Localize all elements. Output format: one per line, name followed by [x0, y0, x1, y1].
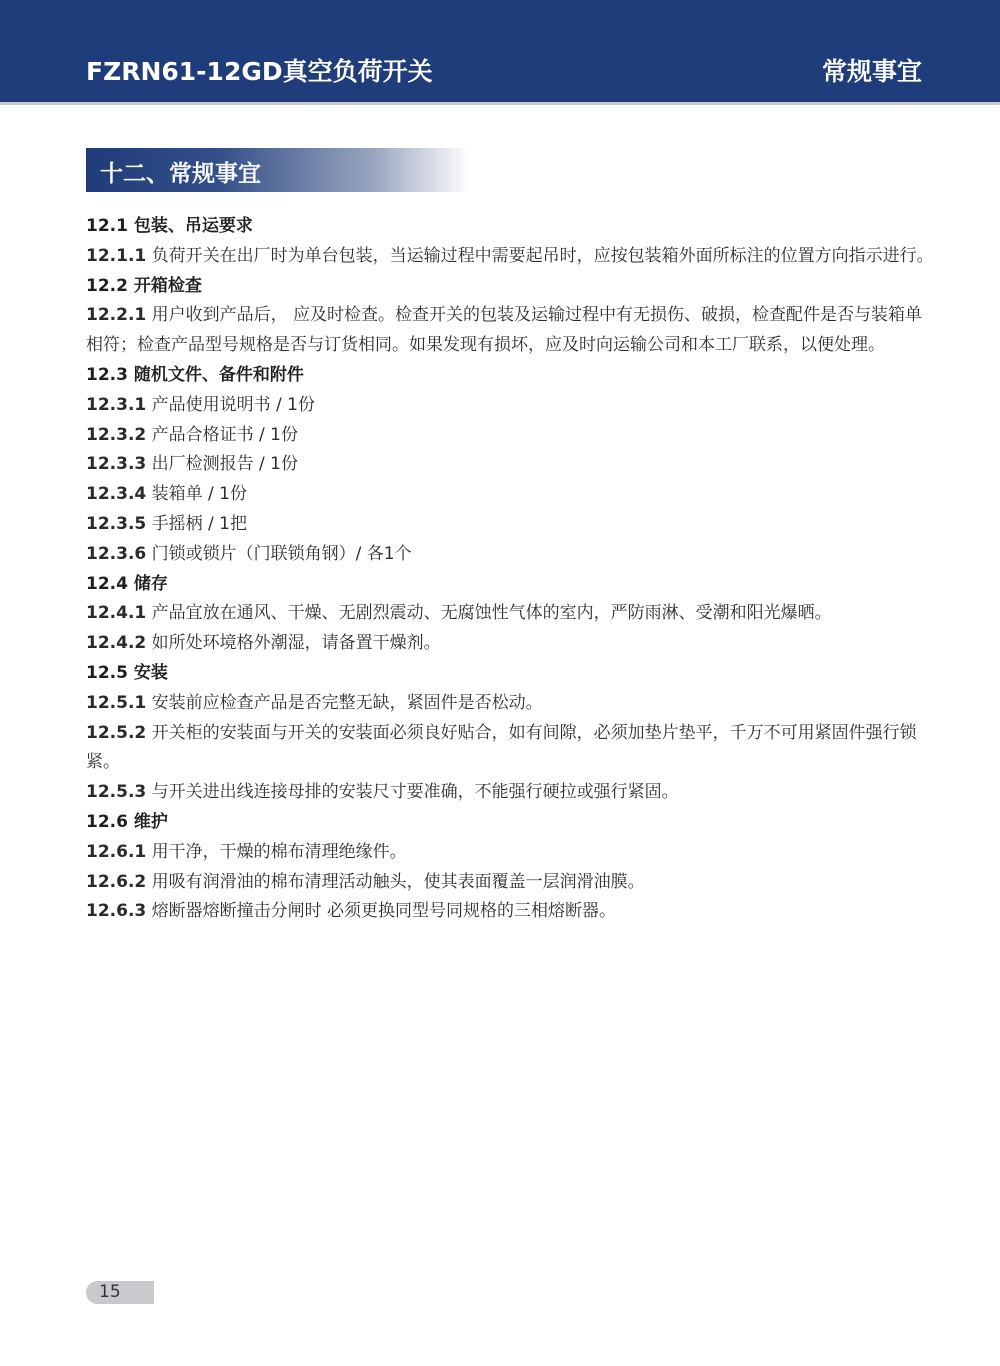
item-text: 用户收到产品后， 应及时检查。检查开关的包装及运输过程中有无损伤、破损，检查配件是否与装箱单相符；检查产品型号规格是否与订货相同。如果发现有损坏，应及时向运输公司和本工厂联系，以便处理。	[86, 305, 923, 356]
item-text: 安装前应检查产品是否完整无缺，紧固件是否松动。	[146, 692, 543, 713]
item-number: 12.6.1	[86, 841, 147, 862]
item-text: 熔断器熔断撞击分闸时 必须更换同型号同规格的三相熔断器。	[146, 901, 617, 922]
item-number: 12.6.3	[86, 901, 147, 922]
paragraph-12-5-1	[86, 689, 936, 719]
item-number: 12.5.2	[86, 722, 147, 743]
item-number: 12.3.6	[86, 543, 147, 564]
list-item-12-3-5	[86, 510, 936, 540]
item-text: 开关柜的安装面与开关的安装面必须良好贴合，如有间隙，必须加垫片垫平，千万不可用紧固件强行锁紧。	[86, 722, 917, 773]
item-text: 如所处环境格外潮湿，请备置干燥剂。	[146, 633, 441, 654]
item-number: 12.3.4	[86, 484, 147, 505]
heading-12-6: 12.6 维护	[86, 811, 168, 832]
item-text: 产品使用说明书 / 1份	[146, 394, 315, 415]
content-body	[86, 212, 936, 927]
item-text: 与开关进出线连接母排的安装尺寸要准确，不能强行硬拉或强行紧固。	[146, 782, 679, 803]
item-number: 12.3.5	[86, 513, 147, 534]
heading-12-2: 12.2 开箱检查	[86, 275, 202, 296]
paragraph-12-1-1	[86, 242, 936, 272]
header-divider	[0, 102, 1000, 105]
item-number: 12.2.1	[86, 305, 147, 326]
list-item-12-3-6	[86, 540, 936, 570]
item-text: 门锁或锁片（门联锁角钢）/ 各1个	[146, 543, 412, 564]
section-banner	[86, 148, 470, 192]
heading-12-5: 12.5 安装	[86, 662, 168, 683]
item-text: 装箱单 / 1份	[146, 484, 247, 505]
heading-12-4: 12.4 储存	[86, 573, 168, 594]
header-section-name: 常规事宜	[821, 57, 922, 86]
item-number: 12.4.1	[86, 603, 147, 624]
item-number: 12.1.1	[86, 245, 147, 266]
page-number: 15	[99, 1282, 121, 1302]
heading-12-1: 12.1 包装、吊运要求	[86, 216, 253, 236]
item-text: 产品宜放在通风、干燥、无剧烈震动、无腐蚀性气体的室内，严防雨淋、受潮和阳光爆晒。	[146, 603, 832, 624]
paragraph-12-6-1	[86, 838, 936, 868]
item-number: 12.6.2	[86, 871, 147, 892]
paragraph-12-4-1	[86, 599, 936, 629]
item-text: 出厂检测报告 / 1份	[146, 454, 298, 475]
item-text: 手摇柄 / 1把	[146, 513, 247, 534]
paragraph-12-6-3	[86, 897, 936, 927]
page-number-tab	[86, 1281, 154, 1304]
paragraph-12-5-2	[86, 719, 936, 779]
item-number: 12.5.3	[86, 782, 147, 803]
paragraph-12-2-1	[86, 301, 936, 361]
page-header	[0, 0, 1000, 102]
item-text: 用吸有润滑油的棉布清理活动触头，使其表面覆盖一层润滑油膜。	[146, 871, 645, 892]
item-number: 12.3.3	[86, 454, 147, 475]
item-number: 12.3.1	[86, 394, 147, 415]
list-item-12-3-1	[86, 391, 936, 421]
document-title: FZRN61-12GD真空负荷开关	[86, 57, 433, 86]
paragraph-12-6-2	[86, 868, 936, 898]
heading-12-3: 12.3 随机文件、备件和附件	[86, 364, 304, 385]
item-text: 产品合格证书 / 1份	[146, 424, 298, 445]
list-item-12-3-4	[86, 480, 936, 510]
list-item-12-3-2	[86, 421, 936, 451]
paragraph-12-4-2	[86, 629, 936, 659]
item-text: 负荷开关在出厂时为单台包装，当运输过程中需要起吊时，应按包装箱外面所标注的位置方向指示进行。	[146, 245, 934, 266]
list-item-12-3-3	[86, 450, 936, 480]
paragraph-12-5-3	[86, 778, 936, 808]
section-title: 十二、常规事宜	[100, 161, 261, 187]
item-number: 12.4.2	[86, 633, 147, 654]
item-number: 12.5.1	[86, 692, 147, 713]
item-text: 用干净，干燥的棉布清理绝缘件。	[146, 841, 407, 862]
item-number: 12.3.2	[86, 424, 147, 445]
